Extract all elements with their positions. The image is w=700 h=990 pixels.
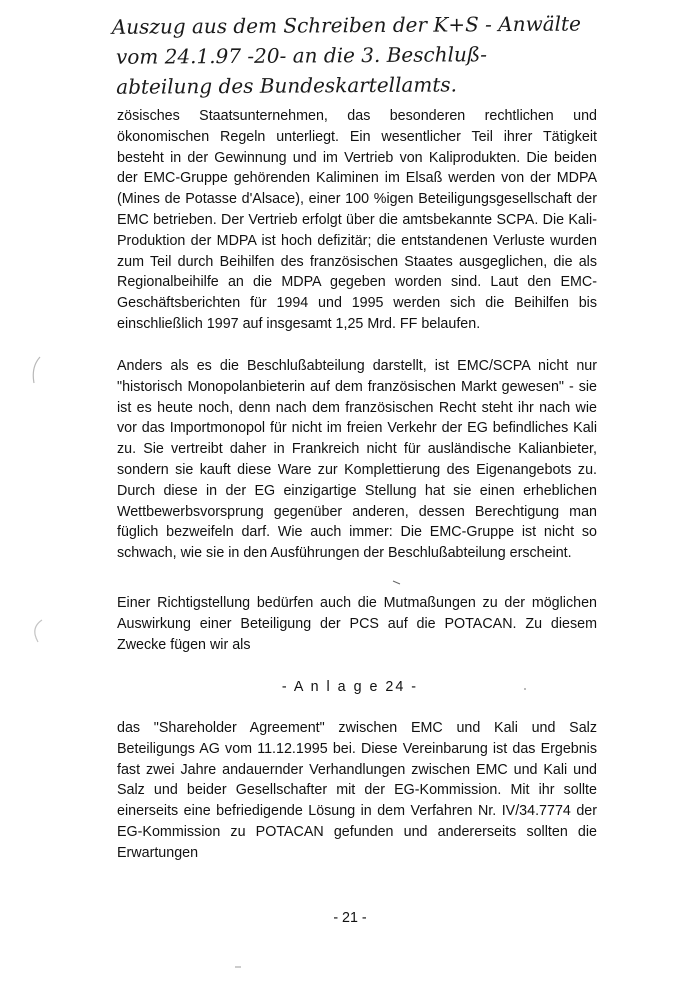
body-paragraph: das "Shareholder Agreement" zwischen EMC und Kali und Salz Beteiligungs AG vom 11.12.1995 bei. Diese Vereinbarung ist das Ergebnis fast zwei Jahre andauernder Verhandlungen zwischen EMC und Kali und Salz und beider Gesellschafter mit der EG-Kommission. Mit ihr sollte einerseits eine befriedigende Lösung in dem Verfahren Nr. IV/34.7774 der EG-Kommission zu POTACAN gefunden und andererseits sollten die Erwartungen: [117, 720, 597, 861]
body-paragraph: zösisches Staatsunternehmen, das besonderen rechtlichen und ökonomischen Regeln unterliegt. Ein wesentlicher Teil ihrer Tätigkeit besteht in der Gewinnung und im Vertrieb von Kaliprodukten. Die beiden der EMC-Gruppe gehörenden Kaliminen im Elsaß werden von der MDPA (Mines de Potasse d'Alsace), einer 100 %igen Beteiligungsgesellschaft der EMC betrieben. Der Vertrieb erfolgt über die amtsbekannte SCPA. Die Kali-Produktion der MDPA ist hoch defizitär; die entstandenen Verluste wurden zum Teil durch Beihilfen des französischen Staates ausgeglichen, die als Regionalbeihilfe an die MDPA gegeben worden sind. Laut den EMC-Geschäftsberichten für 1994 und 1995 werden sich die Beihilfen bis einschließlich 1997 auf insgesamt 1,25 Mrd. FF belaufen.: [117, 108, 597, 332]
scan-artifact-arc: [28, 618, 46, 644]
handwritten-note: [112, 8, 633, 102]
handwritten-line: Auszug aus dem Schreiben der K+S - Anwälte: [111, 11, 581, 39]
page-number: - 21 -: [333, 910, 367, 926]
handwritten-line: abteilung des Bundeskartellamts.: [116, 72, 458, 99]
scan-artifact-tick: [392, 580, 402, 586]
scan-artifact-dot: [522, 686, 528, 692]
attachment-reference: - A n l a g e 24 -: [281, 679, 419, 695]
scan-artifact-arc: [28, 355, 42, 385]
body-paragraph: Einer Richtigstellung bedürfen auch die Mutmaßungen zu der möglichen Auswirkung einer Beteiligung der PCS auf die POTACAN. Zu diesem Zwecke fügen wir als: [117, 595, 597, 653]
body-paragraph: Anders als es die Beschlußabteilung darstellt, ist EMC/SCPA nicht nur "historisch Monopolanbieterin auf dem französischen Markt gewesen" - sie ist es heute noch, denn nach dem französischen Recht steht ihr nach wie vor das Importmonopol für nicht im freien Verkehr der EG befindliches Kali zu. Sie vertreibt daher in Frankreich nicht für ausländische Kalianbieter, sondern sie kauft diese Ware zur Komplettierung des Eigenangebots zu. Durch diese in der EG einzigartige Stellung hat sie einen erheblichen Wettbewerbsvorsprung gegenüber anderen, dessen Berechtigung man füglich bezweifeln darf. Wie auch immer: Die EMC-Gruppe ist nicht so schwach, wie sie in den Ausführungen der Beschlußabteilung erscheint.: [117, 358, 597, 562]
handwritten-line: vom 24.1.97 -20- an die 3. Beschluß-: [115, 42, 488, 69]
scan-artifact-tick: [234, 964, 244, 970]
